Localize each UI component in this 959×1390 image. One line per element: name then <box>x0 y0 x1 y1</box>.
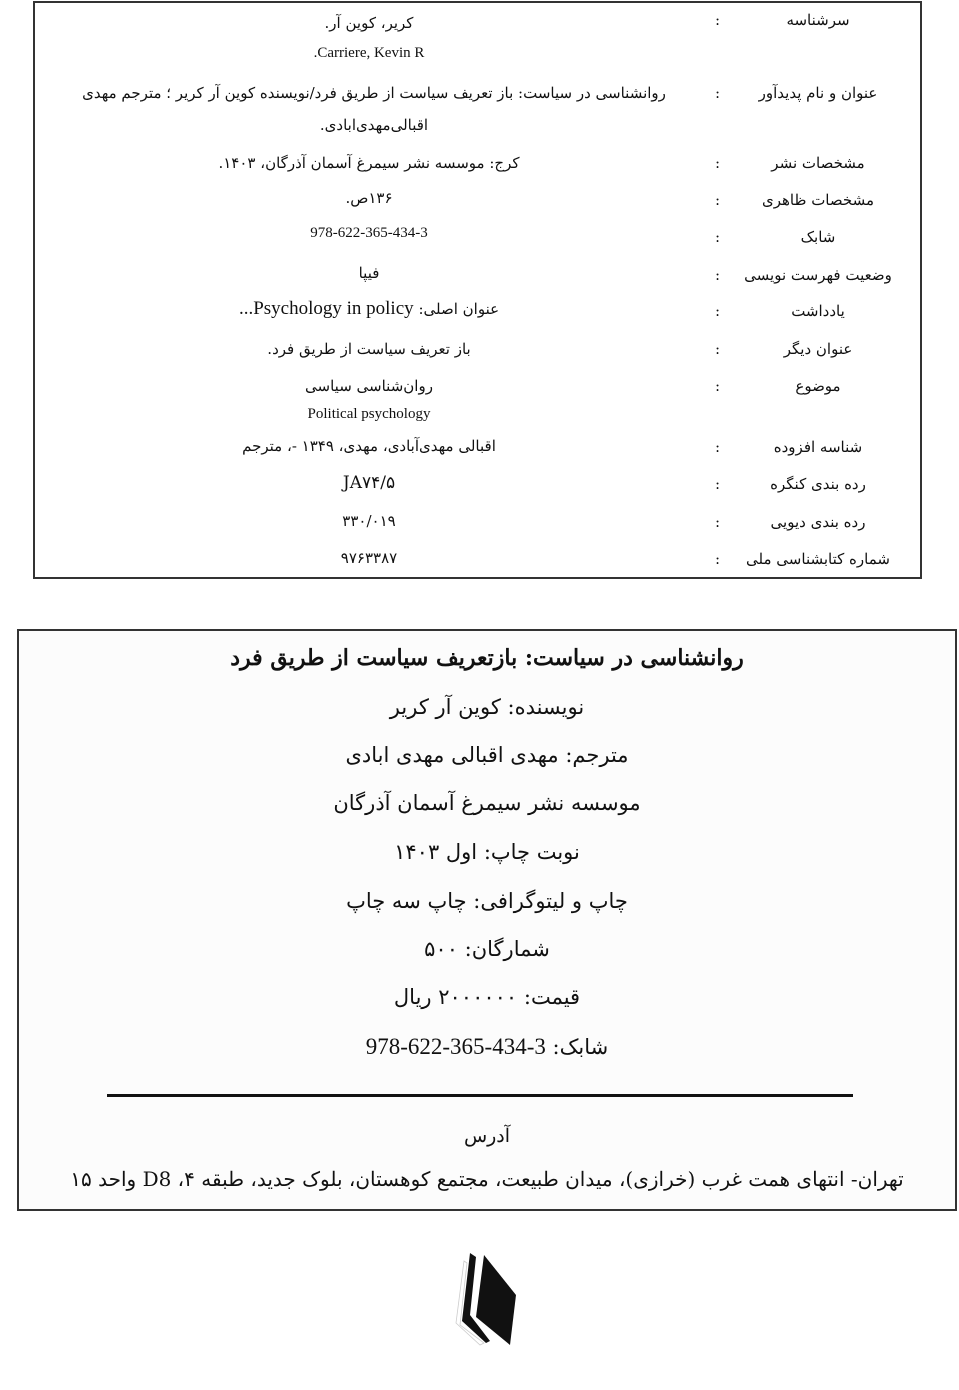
row-value: ۳۳۰/۰۱۹ <box>342 512 396 530</box>
row-label: شناسه افزوده <box>773 438 863 456</box>
address-heading: آدرس <box>463 1125 511 1147</box>
row-colon: : <box>714 191 720 209</box>
row-colon: : <box>714 154 720 172</box>
note-prefix: عنوان اصلی: <box>418 300 500 318</box>
row-label: شماره کتابشناسی ملی <box>746 550 890 568</box>
row-value <box>54 295 684 323</box>
row-label: عنوان و نام پدیدآور <box>758 84 878 102</box>
row-value: 978-622-365-434-3 <box>310 225 428 241</box>
edition-line: نوبت چاپ: اول ۱۴۰۳ <box>394 840 580 864</box>
original-title: ...Psychology in policy <box>238 298 414 319</box>
row-label: سرشناسه <box>786 11 850 29</box>
row-label: مشخصات نشر <box>771 154 865 172</box>
row-label: یادداشت <box>791 302 845 320</box>
row-colon: : <box>714 513 720 531</box>
row-colon: : <box>714 228 720 246</box>
row-colon: : <box>714 302 720 320</box>
row-value: ۱۳۶ص. <box>345 189 393 207</box>
row-value: کریر، کوین آر. <box>324 14 414 32</box>
row-value: JA۷۴/۵ <box>342 473 396 493</box>
row-label: مشخصات ظاهری <box>761 191 874 209</box>
address-line: تهران- انتهای همت غرب (خرازی)، میدان طبیعت، مجتمع کوهستان، بلوک جدید، طبقه ۴، D8 واحد ۱۵ <box>70 1167 904 1191</box>
row-colon: : <box>714 266 720 284</box>
row-value: فیپا <box>358 264 380 282</box>
row-label: رده بندی دیویی <box>770 513 866 531</box>
translator-line: مترجم: مهدی اقبالی مهدی ابادی <box>345 743 629 767</box>
row-colon: : <box>714 84 720 102</box>
row-value: روانشناسی در سیاست: باز تعریف سیاست از طریق فرد/نویسنده کوین آر کریر ؛ مترجم مهدی اقبالی‌مهدی‌ابادی. <box>82 84 666 134</box>
row-colon: : <box>714 11 720 29</box>
row-value: باز تعریف سیاست از طریق فرد. <box>267 340 471 358</box>
row-colon: : <box>714 438 720 456</box>
isbn-line <box>19 1034 955 1060</box>
row-colon: : <box>714 550 720 568</box>
publisher-line: موسسه نشر سیمرغ آسمان آذرگان <box>333 791 641 815</box>
row-colon: : <box>714 377 720 395</box>
row-value: ۹۷۶۳۳۸۷ <box>340 549 398 567</box>
isbn-label: شابک: <box>552 1035 609 1059</box>
book-icon <box>450 1245 525 1350</box>
circulation-line: شمارگان: ۵۰۰ <box>424 937 550 961</box>
row-label: رده بندی کنگره <box>770 475 866 493</box>
cataloging-in-publication-box <box>33 1 922 579</box>
row-value-latin: .Carriere, Kevin R <box>313 45 425 61</box>
isbn-value: 978-622-365-434-3 <box>365 1034 546 1059</box>
row-label: موضوع <box>795 377 841 395</box>
row-label: وضعیت فهرست نویسی <box>744 266 892 284</box>
divider-line <box>107 1094 853 1097</box>
author-line: نویسنده: کوین آر کریر <box>389 695 585 719</box>
colophon-box <box>17 629 957 1211</box>
row-value-latin: Political psychology <box>307 406 431 422</box>
row-label: شابک <box>800 228 836 246</box>
price-line: قیمت: ۲۰۰۰۰۰۰ ریال <box>393 985 581 1009</box>
row-value: اقبالی مهدی‌آبادی، مهدی، ۱۳۴۹ -، مترجم <box>242 437 496 455</box>
row-label: عنوان دیگر <box>783 340 853 358</box>
row-colon: : <box>714 340 720 358</box>
row-value: روان‌شناسی سیاسی <box>305 377 433 395</box>
row-value: کرج: موسسه نشر سیمرغ آسمان آذرگان، ۱۴۰۳. <box>218 154 520 172</box>
row-colon: : <box>714 475 720 493</box>
printing-line: چاپ و لیتوگرافی: چاپ سه چاپ <box>346 889 628 913</box>
book-title: روانشناسی در سیاست: بازتعریف سیاست از طریق فرد <box>230 645 744 671</box>
